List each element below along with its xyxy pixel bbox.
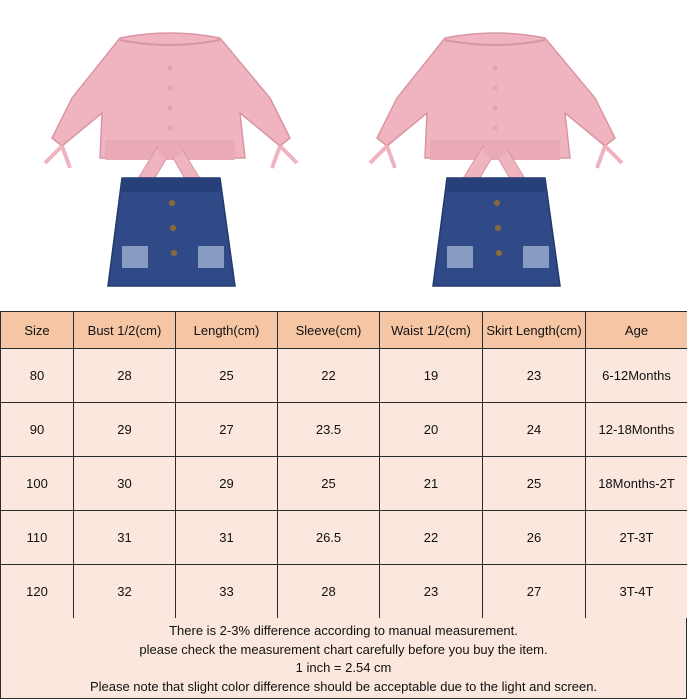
cell-sleeve: 28 [278, 565, 380, 619]
header-length: Length(cm) [176, 312, 278, 349]
cell-skirt-length: 25 [483, 457, 586, 511]
cell-sleeve: 25 [278, 457, 380, 511]
table-row [1, 511, 687, 565]
outfit-illustration [40, 28, 300, 298]
cell-waist: 23 [380, 565, 483, 619]
outfit-image-left [40, 28, 300, 298]
cell-bust: 31 [74, 511, 176, 565]
size-chart-table [0, 311, 687, 619]
cell-age: 2T-3T [586, 511, 687, 565]
cell-length: 31 [176, 511, 278, 565]
product-photo-area [0, 0, 687, 311]
note-inch-conversion: 1 inch = 2.54 cm [295, 660, 392, 675]
cell-age: 12-18Months [586, 403, 687, 457]
cell-size: 110 [1, 511, 74, 565]
cell-sleeve: 26.5 [278, 511, 380, 565]
note-check-chart: please check the measurement chart carefully before you buy the item. [139, 641, 548, 657]
cell-size: 80 [1, 349, 74, 403]
outfit-image-right [365, 28, 625, 298]
table-row [1, 403, 687, 457]
cell-bust: 29 [74, 403, 176, 457]
cell-age: 6-12Months [586, 349, 687, 403]
cell-waist: 20 [380, 403, 483, 457]
cell-waist: 22 [380, 511, 483, 565]
measurement-notes [0, 618, 687, 699]
cell-waist: 19 [380, 349, 483, 403]
cell-length: 25 [176, 349, 278, 403]
header-waist: Waist 1/2(cm) [380, 312, 483, 349]
cell-bust: 30 [74, 457, 176, 511]
note-color-difference: Please note that slight color difference should be acceptable due to the light and screen. [89, 678, 598, 694]
header-age: Age [586, 312, 687, 349]
cell-skirt-length: 23 [483, 349, 586, 403]
cell-skirt-length: 26 [483, 511, 586, 565]
cell-skirt-length: 27 [483, 565, 586, 619]
cell-sleeve: 23.5 [278, 403, 380, 457]
table-row [1, 457, 687, 511]
cell-length: 29 [176, 457, 278, 511]
header-size: Size [1, 312, 74, 349]
note-measurement-difference: There is 2-3% difference according to manual measurement. [169, 623, 518, 638]
cell-size: 90 [1, 403, 74, 457]
header-sleeve: Sleeve(cm) [278, 312, 380, 349]
cell-length: 33 [176, 565, 278, 619]
cell-size: 120 [1, 565, 74, 619]
cell-sleeve: 22 [278, 349, 380, 403]
cell-age: 18Months-2T [586, 457, 687, 511]
table-row [1, 565, 687, 619]
cell-bust: 28 [74, 349, 176, 403]
cell-age: 3T-4T [586, 565, 687, 619]
cell-skirt-length: 24 [483, 403, 586, 457]
header-skirt-length: Skirt Length(cm) [483, 312, 586, 349]
header-bust: Bust 1/2(cm) [74, 312, 176, 349]
cell-bust: 32 [74, 565, 176, 619]
outfit-illustration [365, 28, 625, 298]
table-row [1, 349, 687, 403]
cell-size: 100 [1, 457, 74, 511]
cell-length: 27 [176, 403, 278, 457]
cell-waist: 21 [380, 457, 483, 511]
table-header-row [1, 312, 687, 349]
